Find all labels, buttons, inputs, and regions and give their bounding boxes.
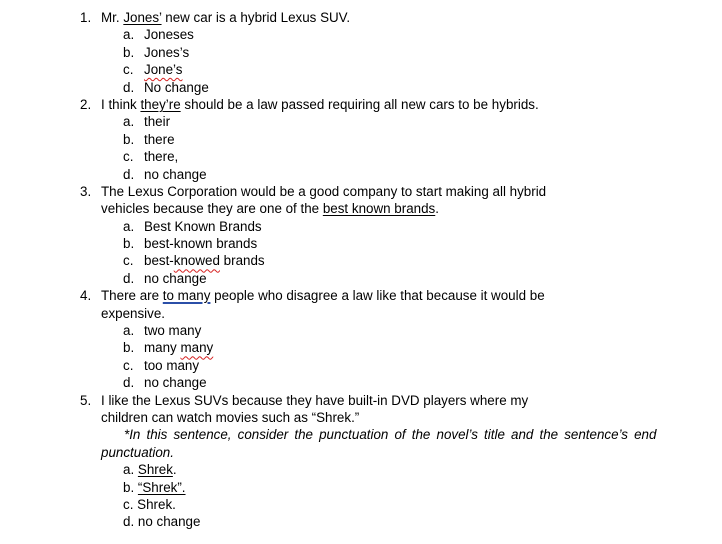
question-2 bbox=[0, 96, 722, 113]
option-4d: d. no change bbox=[123, 375, 207, 391]
option-4a: a. two many bbox=[123, 323, 202, 339]
question-3-continued: vehicles because they are one of the best known brands. bbox=[101, 201, 439, 217]
spellcheck-flagged-word: Jone’s bbox=[144, 62, 183, 78]
option-5a: a. Shrek. bbox=[123, 462, 177, 478]
option-1b: b. Jones’s bbox=[123, 44, 190, 60]
underlined-target: Jones’ bbox=[123, 10, 162, 25]
underlined-target: they’re bbox=[140, 96, 181, 112]
underlined-target: to many bbox=[162, 288, 211, 304]
question-number: 4. bbox=[80, 288, 92, 304]
question-5 bbox=[0, 392, 722, 409]
question-text: I think they’re should be a law passed requiring all new cars to be hybrids. bbox=[101, 96, 539, 112]
instruction-note-continued: punctuation. bbox=[101, 444, 174, 460]
option-4c: c. too many bbox=[123, 357, 200, 373]
option-1d: d. No change bbox=[123, 79, 209, 95]
instruction-note: *In this sentence, consider the punctuation of the novel’s title and the sentence’s end bbox=[124, 427, 657, 443]
option-5b: b. “Shrek”. bbox=[123, 479, 186, 495]
option-2a: a. their bbox=[123, 114, 171, 130]
option-3a: a. Best Known Brands bbox=[123, 218, 262, 234]
question-1 bbox=[0, 9, 722, 26]
option-3b: b. best-known brands bbox=[123, 236, 258, 252]
question-number: 2. bbox=[80, 96, 92, 112]
option-3c: c. best-knowed brands bbox=[123, 253, 265, 269]
option-2d: d. no change bbox=[123, 166, 207, 182]
question-text: Mr. Jones’ new car is a hybrid Lexus SUV. bbox=[101, 10, 351, 25]
spellcheck-flagged-word: knowed bbox=[173, 253, 220, 269]
option-1c: c. Jone’s bbox=[123, 62, 183, 78]
option-3d: d. no change bbox=[123, 270, 207, 286]
question-text: There are to many people who disagree a law like that because it would be bbox=[101, 288, 545, 304]
underlined-answer: Shrek bbox=[137, 462, 173, 478]
question-4 bbox=[0, 287, 722, 304]
option-2c: c. there, bbox=[123, 149, 179, 165]
option-5c: c. Shrek. bbox=[123, 496, 176, 512]
question-3 bbox=[0, 183, 722, 200]
document-body bbox=[0, 9, 722, 531]
question-number: 3. bbox=[80, 183, 92, 199]
question-4-continued: expensive. bbox=[101, 305, 166, 321]
underlined-target: best known brands bbox=[322, 201, 436, 217]
question-text: The Lexus Corporation would be a good company to start making all hybrid bbox=[101, 183, 547, 199]
spellcheck-flagged-word: many bbox=[180, 340, 214, 356]
option-1a: a. Joneses bbox=[123, 27, 194, 43]
question-text: I like the Lexus SUVs because they have built-in DVD players where my bbox=[101, 392, 529, 408]
option-5d: d. no change bbox=[123, 514, 201, 530]
option-2b: b. there bbox=[123, 131, 175, 147]
question-5-continued: children can watch movies such as “Shrek.” bbox=[101, 409, 360, 425]
underlined-answer: “Shrek”. bbox=[137, 479, 186, 495]
option-4b: b. many many bbox=[123, 340, 214, 356]
question-number: 1. bbox=[80, 10, 92, 25]
question-number: 5. bbox=[80, 392, 92, 408]
